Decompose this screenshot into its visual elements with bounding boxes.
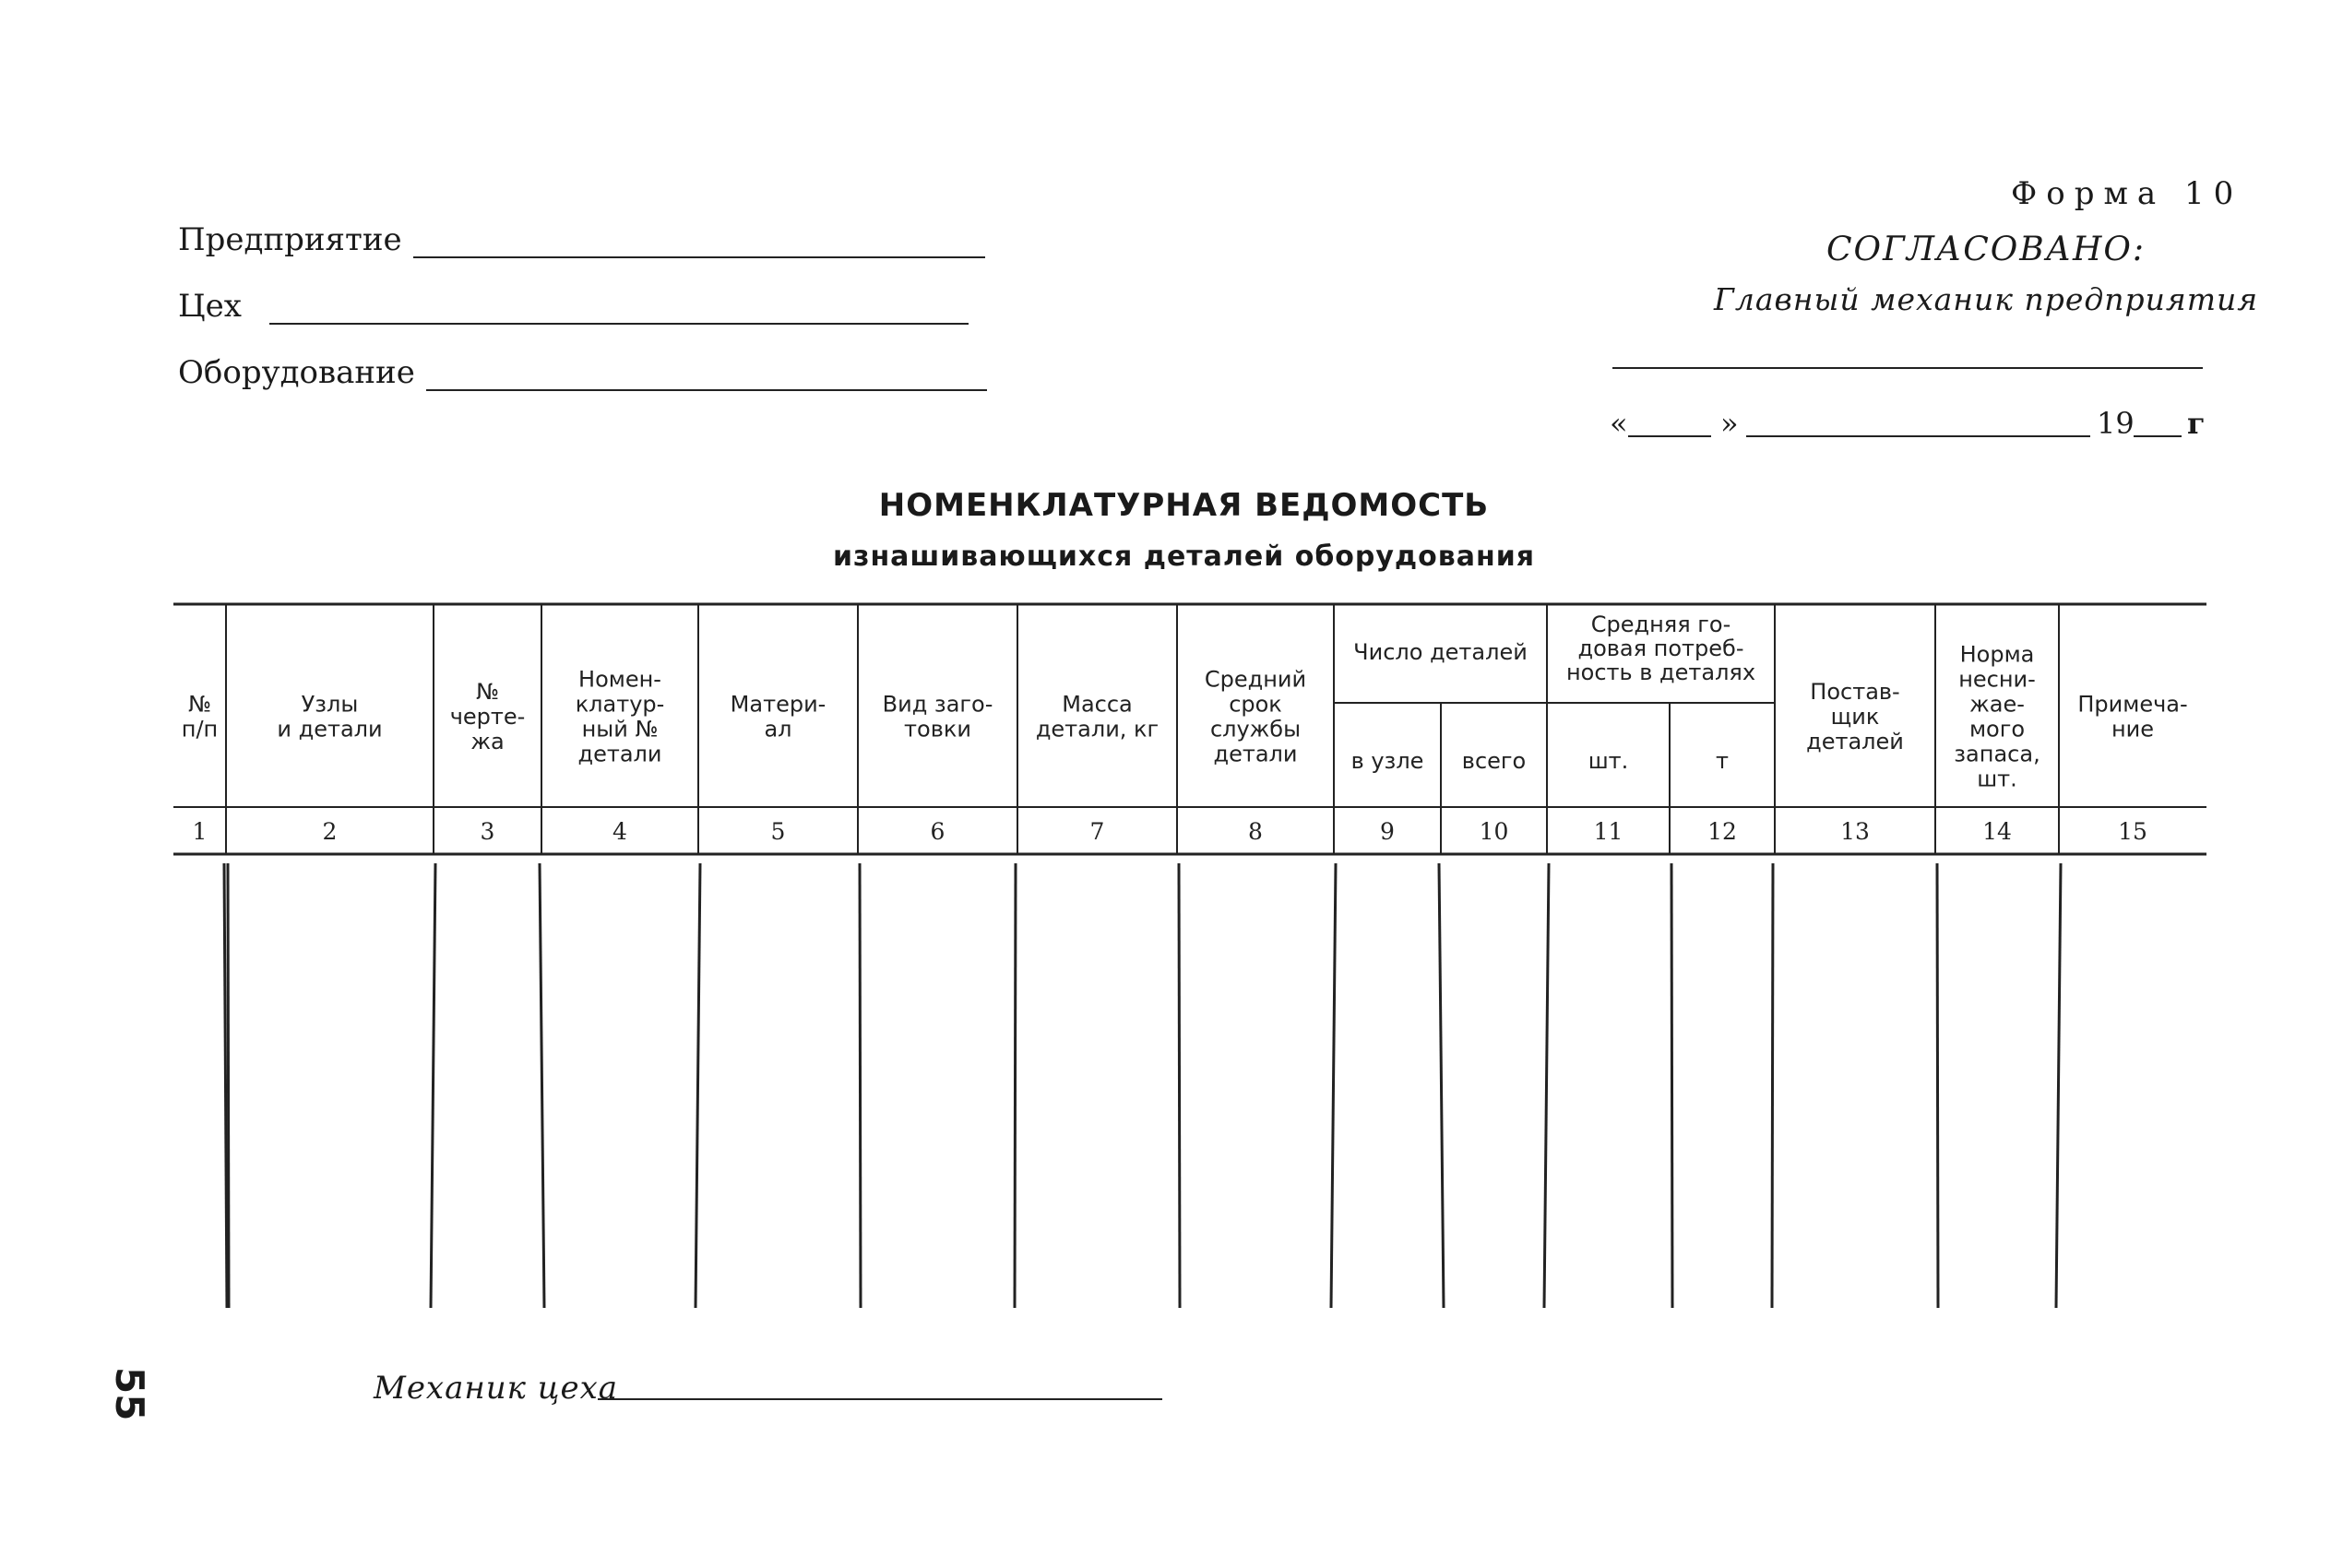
- column-number: 5: [770, 818, 786, 845]
- column-header-text: деталей: [1806, 729, 1904, 754]
- body-column-divider: [1439, 863, 1444, 1308]
- table-header: [182, 642, 2188, 792]
- body-column-divider: [860, 863, 861, 1308]
- approval-label: СОГЛАСОВАНО:: [1826, 231, 2147, 268]
- column-number: 12: [1707, 818, 1737, 845]
- column-header-text: жае-: [1969, 691, 2025, 718]
- body-column-divider: [1544, 863, 1549, 1308]
- table-column-numbers: [193, 818, 2147, 845]
- column-number: 6: [930, 818, 945, 845]
- column-header-text: ние: [2111, 716, 2155, 742]
- column-header-text: детали: [577, 741, 662, 767]
- chief-mechanic-label: Главный механик предприятия: [1714, 281, 2259, 317]
- group-details-header: Число деталей: [1353, 639, 1528, 665]
- column-header-text: срок: [1229, 691, 1282, 718]
- column-header-text: щик: [1830, 704, 1880, 730]
- column-header-text: Примеча-: [2077, 691, 2188, 718]
- column-number: 11: [1593, 818, 1623, 845]
- column-number: 8: [1248, 818, 1263, 845]
- mechanic-label: Механик цеха: [374, 1370, 619, 1407]
- column-header-text: шт.: [1977, 766, 2017, 792]
- group-demand-header: ность в деталях: [1565, 659, 1756, 685]
- column-header-text: жа: [470, 729, 505, 754]
- page-number: 55: [107, 1367, 152, 1421]
- equipment-label: Оборудование: [178, 354, 415, 391]
- body-left-divider: [224, 863, 227, 1308]
- column-header-text: клатур-: [575, 691, 665, 718]
- body-column-divider: [1671, 863, 1672, 1308]
- column-header-text: Норма: [1959, 641, 2035, 668]
- column-header-text: в узле: [1350, 748, 1424, 774]
- column-header-text: ный №: [581, 716, 659, 742]
- column-header-text: черте-: [449, 704, 526, 730]
- mechanic-signature-line[interactable]: [598, 1398, 1162, 1400]
- column-header-text: товки: [904, 716, 971, 742]
- column-number: 9: [1380, 818, 1395, 845]
- body-column-divider: [1179, 863, 1180, 1308]
- column-number: 7: [1089, 818, 1105, 845]
- column-header-text: Вид заго-: [882, 691, 993, 718]
- column-number: 2: [322, 818, 338, 845]
- column-number: 15: [2118, 818, 2147, 845]
- column-number: 14: [1982, 818, 2012, 845]
- column-header-text: детали, кг: [1035, 716, 1160, 742]
- column-header-text: Масса: [1062, 691, 1133, 718]
- body-column-divider: [2056, 863, 2061, 1308]
- column-header-text: п/п: [181, 716, 219, 742]
- column-header-text: Средний: [1204, 666, 1307, 693]
- column-header-text: запаса,: [1954, 741, 2040, 767]
- body-column-divider: [1937, 863, 1938, 1308]
- column-header-text: всего: [1461, 748, 1527, 774]
- body-column-divider: [1015, 863, 1016, 1308]
- date-open-quote: «: [1610, 406, 1628, 441]
- body-column-divider: [431, 863, 435, 1308]
- column-number: 10: [1479, 818, 1509, 845]
- table-group-headers: [1353, 612, 1755, 685]
- column-header-text: Номен-: [578, 666, 661, 693]
- column-number: 1: [192, 818, 208, 845]
- column-header-text: и детали: [277, 716, 383, 742]
- column-header-text: несни-: [1958, 666, 2036, 693]
- body-column-divider: [1772, 863, 1773, 1308]
- column-number: 4: [612, 818, 627, 845]
- group-demand-header: довая потреб-: [1577, 636, 1744, 661]
- column-number: 13: [1840, 818, 1870, 845]
- date-year-prefix: 19: [2097, 406, 2135, 441]
- body-column-divider: [228, 863, 229, 1308]
- group-demand-header: Средняя го-: [1590, 612, 1731, 637]
- column-header-text: шт.: [1588, 748, 1629, 774]
- form-number: Форма 10: [2011, 175, 2243, 212]
- column-header-text: Матери-: [730, 691, 827, 718]
- workshop-label: Цех: [178, 288, 242, 325]
- column-header-text: службы: [1209, 716, 1302, 742]
- document-subtitle: изнашивающихся деталей оборудования: [833, 540, 1535, 573]
- body-column-divider: [1331, 863, 1336, 1308]
- enterprise-label: Предприятие: [178, 221, 402, 258]
- column-header-text: Узлы: [301, 691, 359, 718]
- column-header-text: №: [476, 679, 499, 705]
- column-header-text: №: [188, 691, 211, 718]
- column-header-text: мого: [1968, 716, 2026, 742]
- document-title: НОМЕНКЛАТУРНАЯ ВЕДОМОСТЬ: [878, 487, 1490, 524]
- column-header-text: детали: [1213, 741, 1298, 767]
- column-header-text: ал: [764, 716, 792, 742]
- column-number: 3: [480, 818, 495, 845]
- date-close-quote: »: [1720, 406, 1739, 441]
- column-header-text: Постав-: [1810, 679, 1900, 705]
- body-column-divider: [540, 863, 544, 1308]
- column-header-text: т: [1716, 748, 1729, 774]
- date-year-suffix: г: [2187, 406, 2206, 441]
- body-column-divider: [696, 863, 700, 1308]
